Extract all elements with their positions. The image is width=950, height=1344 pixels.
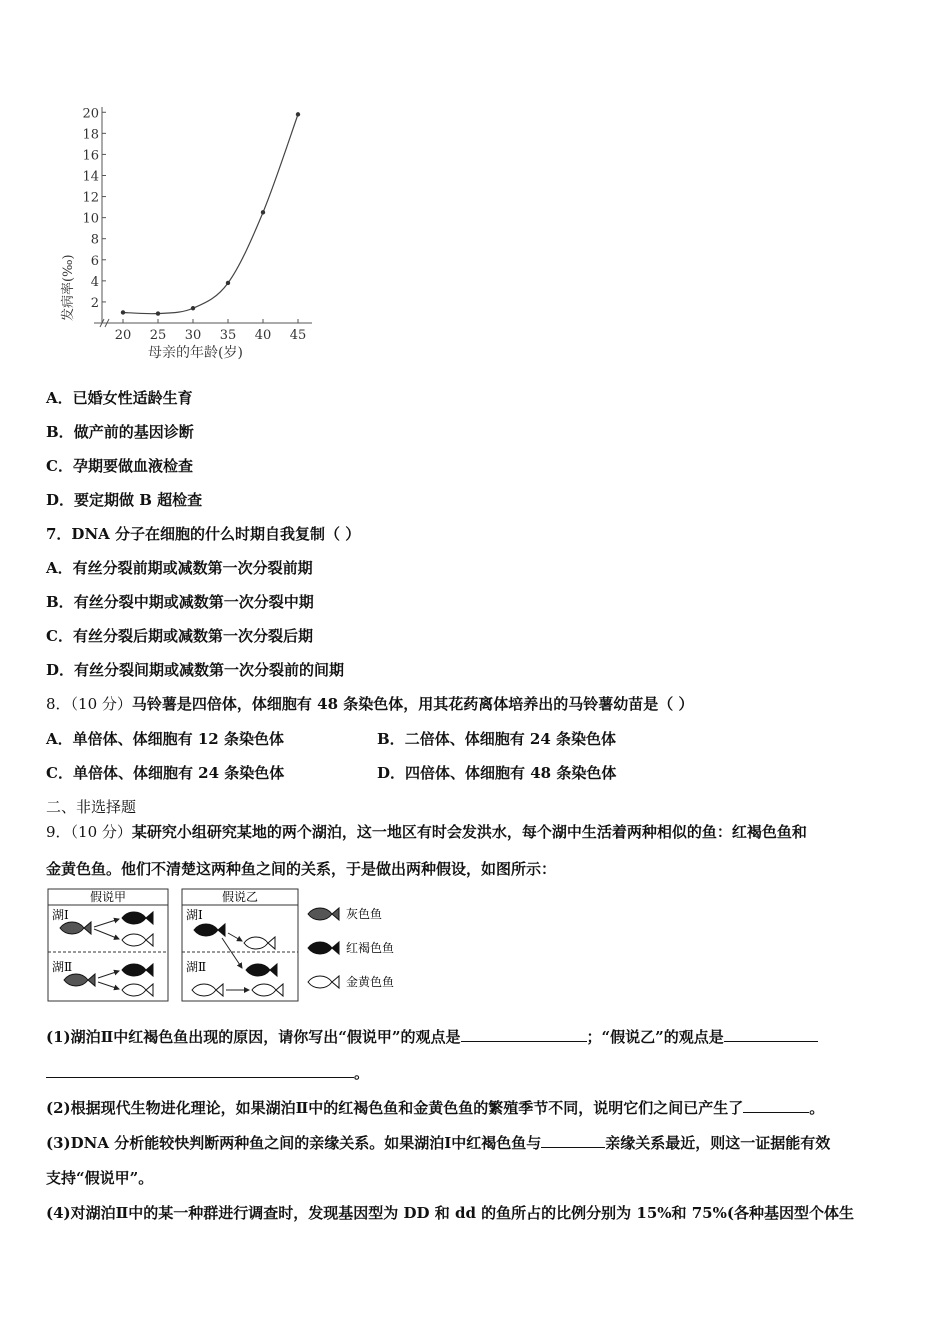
q7-option-b xyxy=(46,591,314,612)
chart-points xyxy=(121,112,300,316)
y-tick-label: 2 xyxy=(90,295,99,311)
hypothesis-b-title: 假说乙 xyxy=(222,890,259,904)
question-score: （10 分） xyxy=(70,695,132,713)
option-text: 有丝分裂后期或减数第一次分裂后期 xyxy=(72,627,313,645)
option-key: C． xyxy=(46,627,73,645)
option-text: 做产前的基因诊断 xyxy=(73,423,194,441)
y-tick-label: 8 xyxy=(90,232,99,248)
sub2-text: (2)根据现代生物进化理论，如果湖泊Ⅱ中的红褐色鱼和金黄色鱼的繁殖季节不同，说明它们之间已产生了 xyxy=(46,1099,744,1117)
q6-option-a xyxy=(46,387,193,408)
data-point xyxy=(296,112,300,116)
legend-gray-fish-icon xyxy=(308,908,339,920)
q7-option-d xyxy=(46,659,344,680)
q8-option-a xyxy=(46,728,284,749)
hypothesis-a-box xyxy=(48,889,168,1001)
option-text: 单倍体、体细胞有 24 条染色体 xyxy=(72,764,285,782)
option-text: 有丝分裂中期或减数第一次分裂中期 xyxy=(73,593,314,611)
section-heading: 二、非选择题 xyxy=(46,798,137,816)
hypothesis-a-lake2: 湖Ⅱ xyxy=(52,960,73,974)
q6-option-c xyxy=(46,455,193,476)
option-key: C． xyxy=(46,457,73,475)
q8-stem xyxy=(46,693,693,714)
question-text: 某研究小组研究某地的两个湖泊，这一地区有时会发洪水，每个湖中生活着两种相似的鱼：红褐色鱼和 xyxy=(131,823,807,841)
data-point xyxy=(191,306,195,310)
q9-sub3-line2: 支持“假说甲”。 xyxy=(46,1169,154,1187)
y-tick-label: 20 xyxy=(82,106,99,122)
sub3-text-a: (3)DNA 分析能较快判断两种鱼之间的亲缘关系。如果湖泊Ⅰ中红褐色鱼与 xyxy=(46,1134,542,1152)
q9-sub2 xyxy=(46,1097,824,1118)
y-tick-label: 14 xyxy=(82,169,99,185)
option-key: C． xyxy=(46,764,73,782)
option-key: B． xyxy=(46,593,74,611)
answer-blank[interactable] xyxy=(46,1063,354,1078)
x-tick-label: 40 xyxy=(254,328,272,343)
answer-blank[interactable] xyxy=(461,1027,587,1042)
option-text: 已婚女性适龄生育 xyxy=(72,389,193,407)
hypothesis-b-lake1: 湖Ⅰ xyxy=(186,908,203,922)
q8-option-c xyxy=(46,762,284,783)
legend-golden-fish-icon xyxy=(308,976,339,988)
q9-stem-line2: 金黄色鱼。他们不清楚这两种鱼之间的关系，于是做出两种假设，如图所示： xyxy=(46,860,557,878)
sub1-text-a: (1)湖泊Ⅱ中红褐色鱼出现的原因，请你写出“假说甲”的观点是 xyxy=(46,1028,461,1046)
chart-xlabel: 母亲的年龄(岁) xyxy=(148,345,243,361)
sub2-end: 。 xyxy=(809,1099,825,1117)
legend-golden-label: 金黄色鱼 xyxy=(346,975,395,989)
question-score: （10 分） xyxy=(70,823,132,841)
legend-red-brown-label: 红褐色鱼 xyxy=(346,941,395,955)
legend-gray-label: 灰色鱼 xyxy=(346,907,383,921)
x-tick-label: 45 xyxy=(289,328,307,343)
x-tick-label: 30 xyxy=(184,328,202,343)
q9-sub3 xyxy=(46,1132,830,1153)
x-axis xyxy=(94,319,312,343)
incidence-chart xyxy=(50,95,340,370)
data-point xyxy=(121,310,125,314)
answer-blank[interactable] xyxy=(724,1027,818,1042)
option-text: 单倍体、体细胞有 12 条染色体 xyxy=(72,730,284,748)
answer-blank[interactable] xyxy=(743,1098,809,1113)
x-tick-label: 20 xyxy=(114,328,132,343)
option-key: D． xyxy=(377,764,406,782)
option-key: B． xyxy=(46,423,74,441)
q6-option-b xyxy=(46,421,194,442)
question-number: 8． xyxy=(46,695,71,713)
chart-ylabel: 发病率(‰) xyxy=(61,254,76,321)
option-text: 有丝分裂间期或减数第一次分裂前的间期 xyxy=(74,661,345,679)
q6-option-d xyxy=(46,489,202,510)
hypothesis-a-lake1: 湖Ⅰ xyxy=(52,908,69,922)
q9-sub1 xyxy=(46,1026,818,1047)
option-text: 有丝分裂前期或减数第一次分裂前期 xyxy=(72,559,313,577)
hypothesis-b-lake2: 湖Ⅱ xyxy=(186,960,207,974)
y-tick-label: 6 xyxy=(90,253,99,269)
answer-blank[interactable] xyxy=(541,1133,605,1148)
data-point xyxy=(156,311,160,315)
q7-option-c xyxy=(46,625,313,646)
q7-stem: 7．DNA 分子在细胞的什么时期自我复制（ ） xyxy=(46,525,361,543)
data-point xyxy=(226,281,230,285)
data-point xyxy=(261,210,265,214)
y-axis xyxy=(82,106,106,323)
option-text: 四倍体、体细胞有 48 条染色体 xyxy=(405,764,617,782)
sub3-text-b: 亲缘关系最近，则这一证据能有效 xyxy=(605,1134,831,1152)
option-key: B． xyxy=(377,730,405,748)
y-tick-label: 10 xyxy=(82,211,99,227)
q8-option-d xyxy=(377,762,616,783)
y-tick-label: 4 xyxy=(90,274,99,290)
option-key: A． xyxy=(46,389,73,407)
option-key: A． xyxy=(46,730,73,748)
option-key: D． xyxy=(46,491,75,509)
y-tick-label: 16 xyxy=(82,148,99,164)
sub1-text-b: ；“假说乙”的观点是 xyxy=(586,1028,724,1046)
q9-sub4: (4)对湖泊Ⅱ中的某一种群进行调查时，发现基因型为 DD 和 dd 的鱼所占的比例分别为 15%和 75%(各种基因型个体生 xyxy=(46,1204,854,1222)
y-tick-label: 12 xyxy=(82,190,99,206)
sub1-end: 。 xyxy=(354,1064,370,1082)
x-tick-label: 25 xyxy=(149,328,167,343)
question-text: 马铃薯是四倍体，体细胞有 48 条染色体，用其花药离体培养出的马铃薯幼苗是（ ） xyxy=(131,695,694,713)
option-key: A． xyxy=(46,559,73,577)
question-number: 9． xyxy=(46,823,71,841)
q9-sub1-cont xyxy=(46,1062,369,1083)
q7-option-a xyxy=(46,557,313,578)
x-tick-label: 35 xyxy=(219,328,237,343)
q9-stem-line1 xyxy=(46,821,807,842)
option-text: 二倍体、体细胞有 24 条染色体 xyxy=(404,730,617,748)
option-text: 孕期要做血液检查 xyxy=(72,457,193,475)
option-text: 要定期做 B 超检查 xyxy=(74,491,203,509)
fish-hypothesis-diagram xyxy=(46,886,416,1006)
legend-red-brown-fish-icon xyxy=(308,942,339,954)
y-tick-label: 18 xyxy=(82,127,99,143)
hypothesis-a-title: 假说甲 xyxy=(90,890,127,904)
option-key: D． xyxy=(46,661,75,679)
chart-series-line xyxy=(123,114,298,313)
q8-option-b xyxy=(377,728,616,749)
